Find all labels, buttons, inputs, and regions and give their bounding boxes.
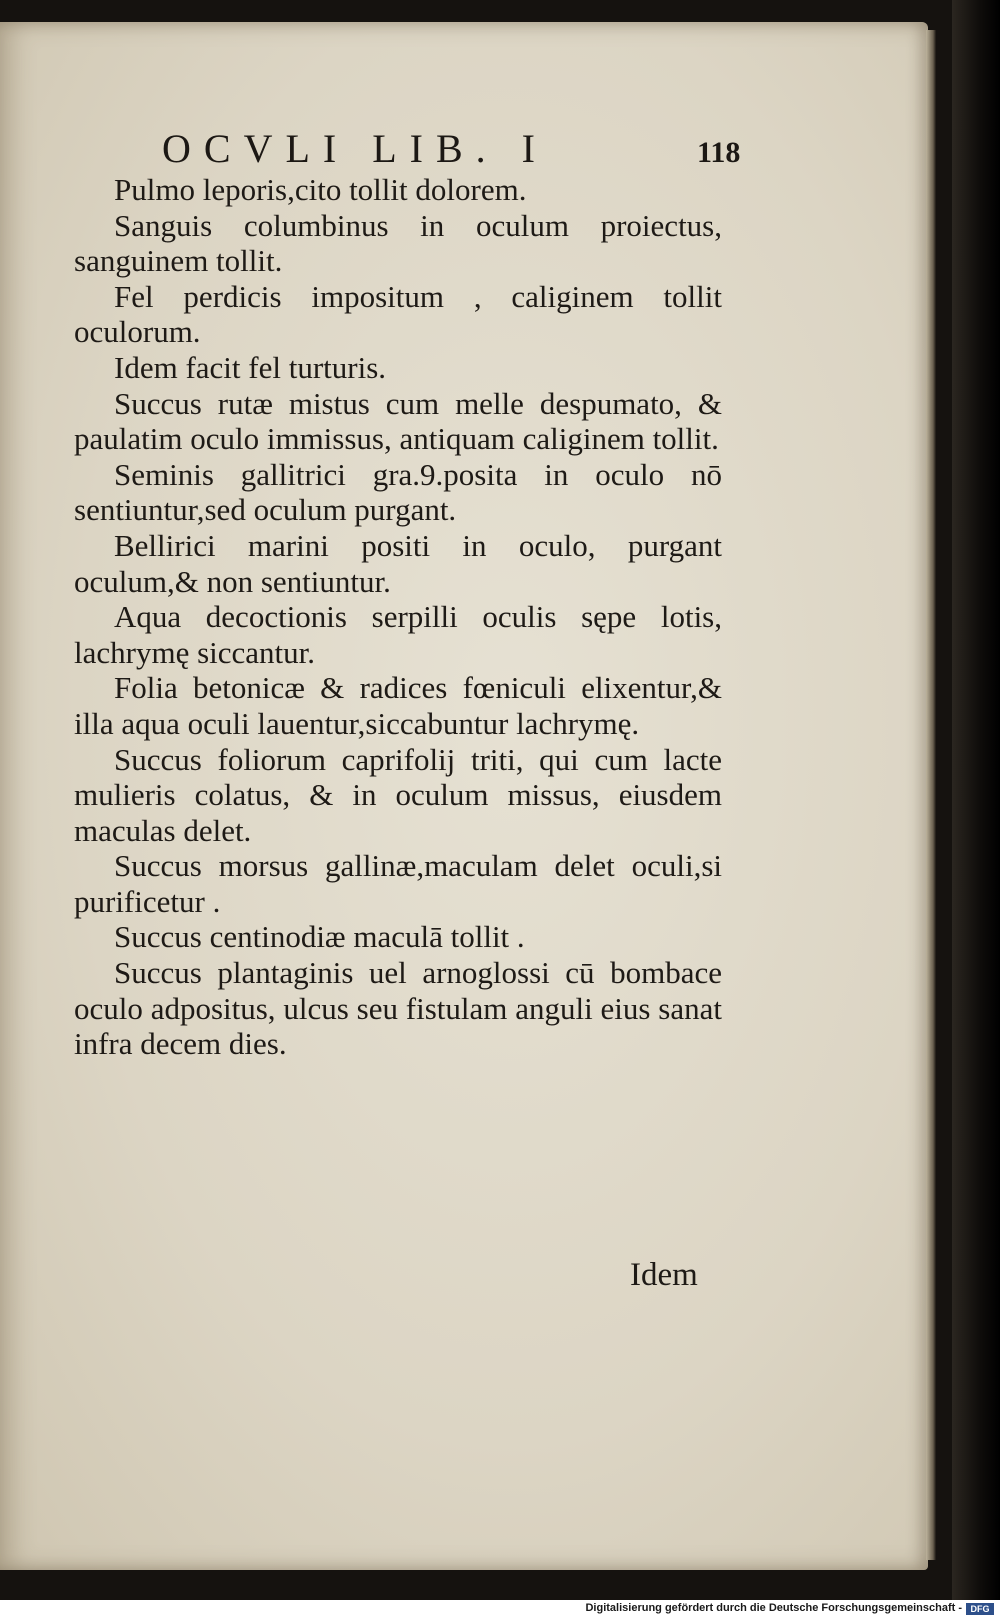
paragraph: Fel perdicis impositum , caliginem tollit oculorum. <box>74 278 722 350</box>
paragraph: Idem facit fel turturis. <box>114 349 387 385</box>
paragraph: Succus centinodiæ maculā tollit . <box>114 919 525 955</box>
paragraph: Aqua decoctionis serpilli oculis sępe lotis, lachrymę siccantur. <box>74 599 722 670</box>
scan-background <box>952 0 1000 1600</box>
paragraph: Folia betonicæ & radices fœniculi elixentur,& illa aqua oculi lauentur,siccabuntur lachrymę. <box>74 670 722 741</box>
paragraph: Succus rutæ mistus cum melle despumato, & paulatim oculo immissus, antiquam caliginem tollit. <box>74 385 722 457</box>
funding-credit: Digitalisierung gefördert durch die Deutsche Forschungsgemeinschaft - <box>585 1602 962 1614</box>
paragraph: Succus plantaginis uel arnoglossi cū bombace oculo adpositus, ulcus seu fistulam anguli eius sanat infra decem dies. <box>74 955 722 1062</box>
dfg-logo: DFG <box>966 1603 994 1615</box>
running-head: OCVLI LIB. I <box>162 126 548 171</box>
paragraph: Bellirici marini positi in oculo, purgant oculum,& non sentiuntur. <box>74 527 722 599</box>
paragraph: Pulmo leporis,cito tollit dolorem. <box>114 172 527 207</box>
catchword: Idem <box>630 1257 698 1293</box>
body-text <box>74 172 722 1062</box>
page-edge <box>926 30 936 1560</box>
paragraph: Succus foliorum caprifolij triti, qui cum lacte mulieris colatus, & in oculum missus, eiusdem maculas delet. <box>74 741 722 848</box>
paragraph: Sanguis columbinus in oculum proiectus, sanguinem tollit. <box>74 207 722 279</box>
paragraph: Succus morsus gallinæ,maculam delet oculi,si purificetur . <box>74 848 722 919</box>
page-number: 118 <box>697 136 741 169</box>
paragraph: Seminis gallitrici gra.9.posita in oculo nō sentiuntur,sed oculum purgant. <box>74 456 722 528</box>
